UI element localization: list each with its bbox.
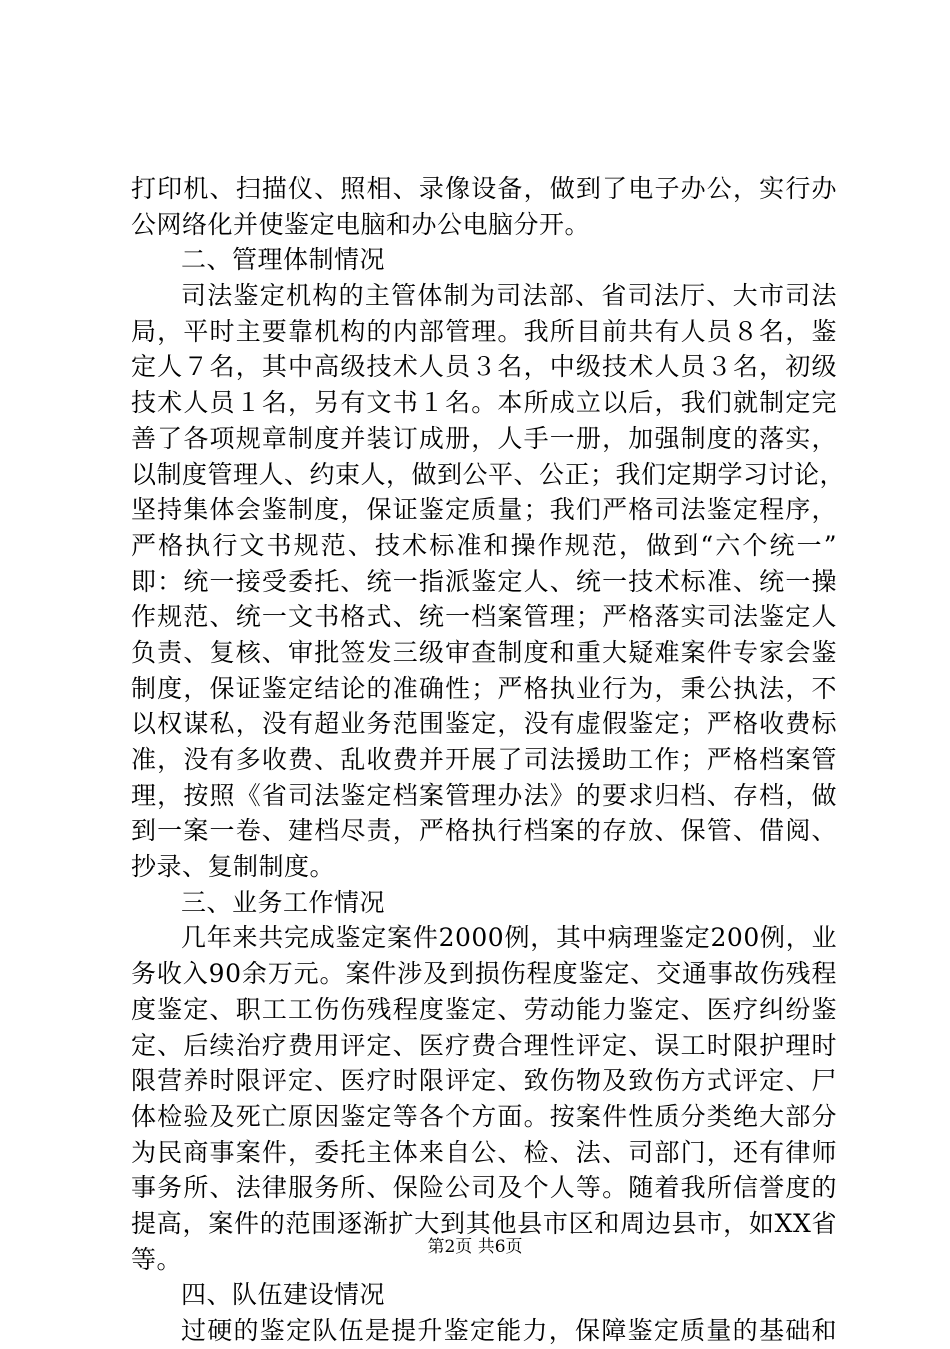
text-line: 抄录、复制制度。 <box>131 852 336 882</box>
text-line: 负责、复核、审批签发三级审查制度和重大疑难案件专家会鉴 <box>131 637 837 667</box>
text-line: 严格执行文书规范、技术标准和操作规范，做到“六个统一” <box>131 530 837 560</box>
text-line: 二、管理体制情况 <box>181 245 386 275</box>
text-line: 几年来共完成鉴定案件2000例，其中病理鉴定200例，业 <box>181 923 837 953</box>
document-body <box>131 171 846 1349</box>
text-line: 等。 <box>131 1244 183 1274</box>
text-line: 体检验及死亡原因鉴定等各个方面。按案件性质分类绝大部分 <box>131 1101 837 1131</box>
text-line: 四、队伍建设情况 <box>181 1280 386 1310</box>
text-line: 理，按照《省司法鉴定档案管理办法》的要求归档、存档，做 <box>131 780 837 810</box>
text-line: 到一案一卷、建档尽责，严格执行档案的存放、保管、借阅、 <box>131 816 837 846</box>
text-line: 技术人员１名，另有文书１名。本所成立以后，我们就制定完 <box>131 388 837 418</box>
text-line: 司法鉴定机构的主管体制为司法部、省司法厅、大市司法 <box>181 281 837 311</box>
page-footer: 第2页 共6页 <box>427 1237 523 1257</box>
text-line: 打印机、扫描仪、照相、录像设备，做到了电子办公，实行办 <box>131 174 837 203</box>
text-line: 准，没有多收费、乱收费并开展了司法援助工作；严格档案管 <box>131 745 837 774</box>
text-line: 善了各项规章制度并装订成册，人手一册，加强制度的落实， <box>131 423 837 453</box>
text-line: 制度，保证鉴定结论的准确性；严格执业行为，秉公执法，不 <box>131 673 837 703</box>
text-line: 务收入90余万元。案件涉及到损伤程度鉴定、交通事故伤残程 <box>131 959 837 989</box>
text-line: 公网络化并使鉴定电脑和办公电脑分开。 <box>131 209 591 239</box>
text-line: 作规范、统一文书格式、统一档案管理；严格落实司法鉴定人 <box>131 602 837 632</box>
text-line: 提高，案件的范围逐渐扩大到其他县市区和周边县市，如XX省 <box>131 1208 837 1238</box>
text-line: 以制度管理人、约束人，做到公平、公正；我们定期学习讨论， <box>131 459 846 489</box>
text-line: 即：统一接受委托、统一指派鉴定人、统一技术标准、统一操 <box>131 566 837 596</box>
text-line: 事务所、法律服务所、保险公司及个人等。随着我所信誉度的 <box>131 1173 837 1203</box>
text-line: 为民商事案件，委托主体来自公、检、法、司部门，还有律师 <box>131 1137 837 1167</box>
text-line: 坚持集体会鉴制度，保证鉴定质量；我们严格司法鉴定程序， <box>131 495 837 525</box>
text-line: 度鉴定、职工工伤伤残程度鉴定、劳动能力鉴定、医疗纠纷鉴 <box>131 994 837 1024</box>
text-line: 以权谋私，没有超业务范围鉴定，没有虚假鉴定；严格收费标 <box>131 709 837 739</box>
text-line: 限营养时限评定、医疗时限评定、致伤物及致伤方式评定、尸 <box>131 1066 837 1096</box>
text-line: 过硬的鉴定队伍是提升鉴定能力，保障鉴定质量的基础和 <box>181 1316 837 1345</box>
text-line: 定人７名，其中高级技术人员３名，中级技术人员３名，初级 <box>131 352 837 382</box>
text-line: 定、后续治疗费用评定、医疗费合理性评定、误工时限护理时 <box>131 1030 837 1060</box>
text-line: 局，平时主要靠机构的内部管理。我所目前共有人员８名，鉴 <box>131 316 837 346</box>
text-line: 三、业务工作情况 <box>181 887 386 917</box>
